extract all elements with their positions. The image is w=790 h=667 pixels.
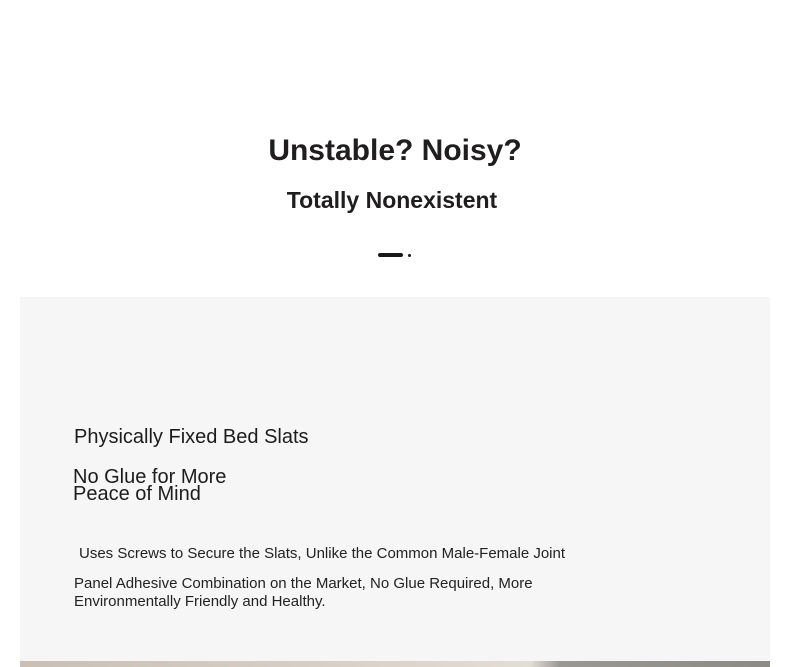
feature-subheading-line-2: Peace of Mind bbox=[73, 483, 201, 505]
section-divider bbox=[378, 253, 411, 257]
product-photo bbox=[20, 661, 770, 667]
feature-description-line-2: Panel Adhesive Combination on the Market, No Glue Required, More Environmentally Friendly and Healthy. bbox=[74, 575, 533, 610]
feature-subheading-line-1: No Glue for More bbox=[73, 466, 227, 488]
feature-heading: Physically Fixed Bed Slats bbox=[74, 426, 309, 448]
feature-panel bbox=[20, 297, 770, 663]
hero-subtitle: Totally Nonexistent bbox=[286, 187, 498, 213]
hero-title: Unstable? Noisy? bbox=[268, 134, 522, 167]
feature-description-line-1: Uses Screws to Secure the Slats, Unlike the Common Male-Female Joint bbox=[79, 545, 566, 562]
feature-subheading bbox=[73, 466, 227, 505]
divider-dot bbox=[408, 254, 411, 257]
divider-dash bbox=[378, 253, 403, 257]
